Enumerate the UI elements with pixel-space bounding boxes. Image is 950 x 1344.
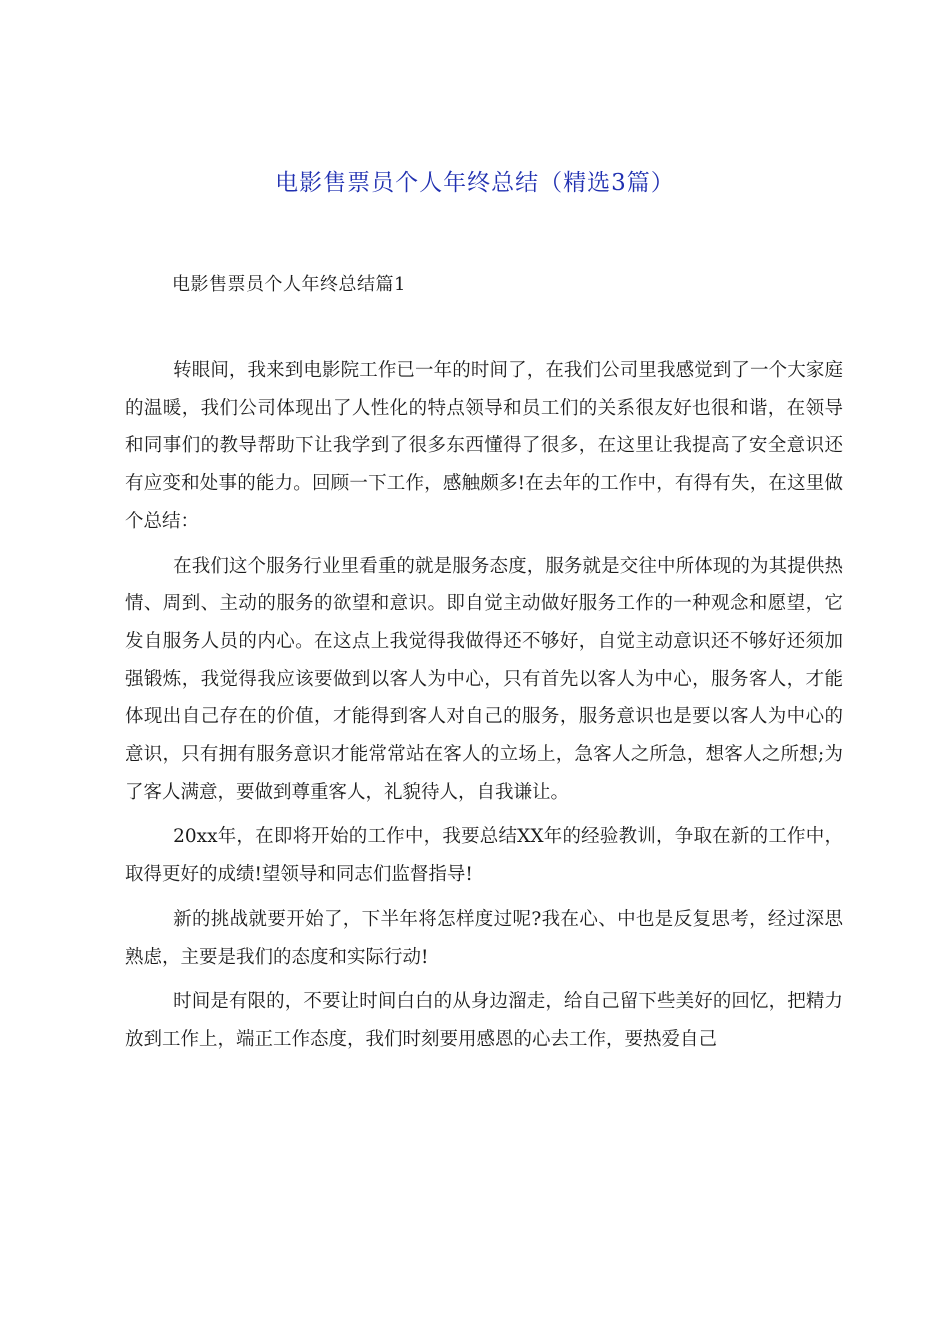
document-title: 电影售票员个人年终总结（精选3篇） [275, 170, 675, 196]
document-body [125, 352, 843, 1059]
paragraph: 20xx年，在即将开始的工作中，我要总结XX年的经验教训，争取在新的工作中，取得更好的成绩!望领导和同志们监督指导! [125, 826, 843, 886]
paragraph: 在我们这个服务行业里看重的就是服务态度，服务就是交往中所体现的为其提供热情、周到、主动的服务的欲望和意识。即自觉主动做好服务工作的一种观念和愿望，它发自服务人员的内心。在这点上我觉得我做得还不够好，自觉主动意识还不够好还须加强锻炼，我觉得我应该要做到以客人为中心，只有首先以客人为中心，服务客人，才能体现出自己存在的价值，才能得到客人对自己的服务，服务意识也是要以客人为中心的意识，只有拥有服务意识才能常常站在客人的立场上，急客人之所急，想客人之所想;为了客人满意，要做到尊重客人，礼貌待人，自我谦让。 [125, 555, 843, 803]
paragraph: 新的挑战就要开始了，下半年将怎样度过呢?我在心、中也是反复思考，经过深思熟虑，主要是我们的态度和实际行动! [125, 908, 843, 968]
paragraph: 时间是有限的，不要让时间白白的从身边溜走，给自己留下些美好的回忆，把精力放到工作上，端正工作态度，我们时刻要用感恩的心去工作，要热爱自己 [125, 991, 843, 1050]
paragraph: 转眼间，我来到电影院工作已一年的时间了，在我们公司里我感觉到了一个大家庭的温暖，我们公司体现出了人性化的特点领导和员工们的关系很友好也很和谐，在领导和同事们的教导帮助下让我学到了很多东西懂得了很多，在这里让我提高了安全意识还有应变和处事的能力。回顾一下工作，感触颇多!在去年的工作中，有得有失，在这里做个总结： [125, 360, 843, 532]
section-heading: 电影售票员个人年终总结篇1 [172, 274, 406, 295]
